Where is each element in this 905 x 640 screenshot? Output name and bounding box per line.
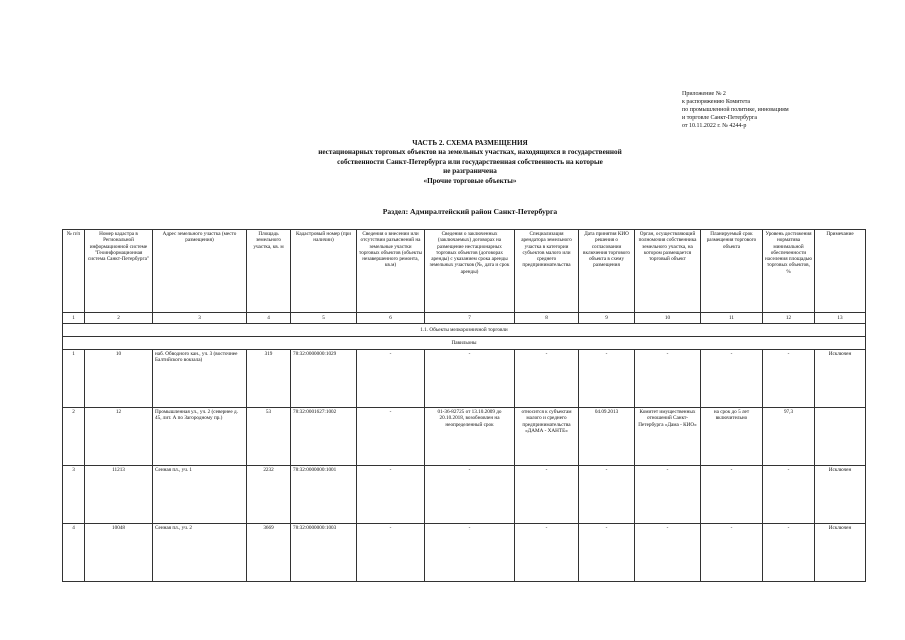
table-cell: 2232 bbox=[247, 466, 291, 524]
appendix-line: по промышленной политике, инновациям bbox=[682, 107, 789, 114]
table-cell: 11213 bbox=[85, 466, 153, 524]
table-cell: наб. Обводного кан., уч. 3 (восточнее Балтийского вокзала) bbox=[153, 350, 247, 408]
column-number: 10 bbox=[635, 313, 701, 324]
table-cell: - bbox=[357, 408, 425, 466]
header-cell: Уровень достижения норматива минимальной обеспеченности населения площадью торговых объектов, % bbox=[763, 230, 815, 313]
table-cell: - bbox=[701, 524, 763, 582]
table-cell: - bbox=[701, 466, 763, 524]
table-cell: Комитет имущественных отношений Санкт-Петербурга «Дама - КИО» bbox=[635, 408, 701, 466]
table-cell: - bbox=[425, 350, 515, 408]
table-cell: - bbox=[357, 524, 425, 582]
table-cell: 78:32:0001627:1002 bbox=[291, 408, 357, 466]
table-cell: - bbox=[763, 350, 815, 408]
table-cell: Исключен bbox=[815, 350, 866, 408]
table-cell: - bbox=[515, 350, 579, 408]
table-cell: - bbox=[357, 466, 425, 524]
heading-line: ЧАСТЬ 2. СХЕМА РАЗМЕЩЕНИЯ bbox=[412, 139, 528, 147]
table-cell: - bbox=[579, 350, 635, 408]
header-cell: Площадь земельного участка, кв. м bbox=[247, 230, 291, 313]
header-cell: Адрес земельного участка (место размещения) bbox=[153, 230, 247, 313]
subheader-row bbox=[63, 324, 866, 337]
table-cell: - bbox=[635, 466, 701, 524]
appendix-line: Приложение № 2 bbox=[682, 91, 726, 97]
table-cell: 10 bbox=[85, 350, 153, 408]
column-number: 13 bbox=[815, 313, 866, 324]
table-cell: 78:32:0000000:1003 bbox=[291, 524, 357, 582]
table-row bbox=[63, 466, 866, 524]
table-cell: Сенная пл., уч. 2 bbox=[153, 524, 247, 582]
table-cell: 97,3 bbox=[763, 408, 815, 466]
header-cell: Кадастровый номер (при наличии) bbox=[291, 230, 357, 313]
table-cell: - bbox=[763, 466, 815, 524]
table-cell: - bbox=[515, 524, 579, 582]
table-cell: - bbox=[635, 350, 701, 408]
header-cell: Сведения о заключенных (заключаемых) договорах на размещение нестационарных торговых объектов (договорах аренды) с указанием срока аренды земельных участков (№, дата и срок аренды) bbox=[425, 230, 515, 313]
table-cell: 04.09.2013 bbox=[579, 408, 635, 466]
table-cell: 319 bbox=[247, 350, 291, 408]
header-cell: Сведения о внесении или отсутствии разъяснений на земельные участки торговых объектов (объекты незавершенного ремонта, кв.м) bbox=[357, 230, 425, 313]
heading-line: нестационарных торговых объектов на земельных участках, находящихся в государственной bbox=[318, 148, 622, 157]
column-number: 4 bbox=[247, 313, 291, 324]
header-cell: № п/п bbox=[63, 230, 85, 313]
table-cell: 53 bbox=[247, 408, 291, 466]
table-cell: - bbox=[701, 350, 763, 408]
table-row bbox=[63, 524, 866, 582]
column-number: 9 bbox=[579, 313, 635, 324]
table-cell: Промышленная ул., уч. 2 (севернее д. 45, лит. А по Загородному пр.) bbox=[153, 408, 247, 466]
table-cell: 10048 bbox=[85, 524, 153, 582]
subheader-retail: 1.1. Объекты мелкорозничной торговли bbox=[63, 324, 866, 337]
table-cell: - bbox=[515, 466, 579, 524]
table-cell: - bbox=[579, 524, 635, 582]
column-number: 12 bbox=[763, 313, 815, 324]
document-heading bbox=[250, 139, 690, 186]
table-cell: 78:32:0000000:1001 bbox=[291, 466, 357, 524]
header-cell: Номер кадастра в Региональной информационной системе "Геоинформационная система Санкт-Петербурга" bbox=[85, 230, 153, 313]
column-number: 3 bbox=[153, 313, 247, 324]
header-cell: Примечание bbox=[815, 230, 866, 313]
table-cell: Исключен bbox=[815, 466, 866, 524]
table-cell: - bbox=[635, 524, 701, 582]
column-number: 7 bbox=[425, 313, 515, 324]
table-row bbox=[63, 350, 866, 408]
placement-table bbox=[62, 229, 866, 582]
table-cell: Исключен bbox=[815, 524, 866, 582]
section-title: Раздел: Адмиралтейский район Санкт-Петербурга bbox=[382, 207, 558, 216]
table-cell: - bbox=[763, 524, 815, 582]
heading-line: не разграничена bbox=[443, 167, 497, 176]
appendix-line: к распоряжению Комитета bbox=[682, 99, 751, 106]
appendix-line: и торговле Санкт-Петербурга bbox=[682, 115, 758, 122]
table-cell: - bbox=[579, 466, 635, 524]
header-cell: Планируемый срок размещения торгового объекта bbox=[701, 230, 763, 313]
table-cell: Сенная пл., уч. 1 bbox=[153, 466, 247, 524]
header-cell: Орган, осуществляющий полномочия собственника земельного участка, на котором размещается торговый объект bbox=[635, 230, 701, 313]
column-number: 1 bbox=[63, 313, 85, 324]
header-row bbox=[63, 230, 866, 313]
column-number-row bbox=[63, 313, 866, 324]
heading-line: собственности Санкт-Петербурга или государственная собственность на которые bbox=[337, 157, 603, 166]
appendix-line: от 10.11.2022 г. № 4244-р bbox=[682, 123, 747, 130]
table-cell bbox=[815, 408, 866, 466]
column-number: 2 bbox=[85, 313, 153, 324]
table-row bbox=[63, 408, 866, 466]
table-cell: 2 bbox=[63, 408, 85, 466]
column-number: 11 bbox=[701, 313, 763, 324]
table-cell: - bbox=[425, 524, 515, 582]
table-cell: 12 bbox=[85, 408, 153, 466]
table-cell: относится к субъектам малого и среднего предпринимательства «ДАМА - ХАНТЕ» bbox=[515, 408, 579, 466]
subheader-row bbox=[63, 337, 866, 350]
table-cell: 78:32:0000000:1029 bbox=[291, 350, 357, 408]
appendix-block bbox=[682, 90, 897, 130]
table-cell: 3 bbox=[63, 466, 85, 524]
header-cell: Дата принятия КИО решения о согласовании включения торгового объекта в схему размещения bbox=[579, 230, 635, 313]
table-cell: 3669 bbox=[247, 524, 291, 582]
table-cell: 01-36-82725 от 13.10.2009 до 20.10.2018, возобновлен на неопределенный срок bbox=[425, 408, 515, 466]
column-number: 6 bbox=[357, 313, 425, 324]
table-cell: 4 bbox=[63, 524, 85, 582]
column-number: 5 bbox=[291, 313, 357, 324]
table-cell: 1 bbox=[63, 350, 85, 408]
subheader-pavilions: Павильоны bbox=[63, 337, 866, 350]
column-number: 8 bbox=[515, 313, 579, 324]
table-cell: - bbox=[357, 350, 425, 408]
header-cell: Специализация арендатора земельного участка в категории субъектов малого или среднего предпринимательства bbox=[515, 230, 579, 313]
table-cell: - bbox=[425, 466, 515, 524]
heading-line: «Прочие торговые объекты» bbox=[423, 176, 517, 185]
table-cell: на срок до 5 лет включительно bbox=[701, 408, 763, 466]
